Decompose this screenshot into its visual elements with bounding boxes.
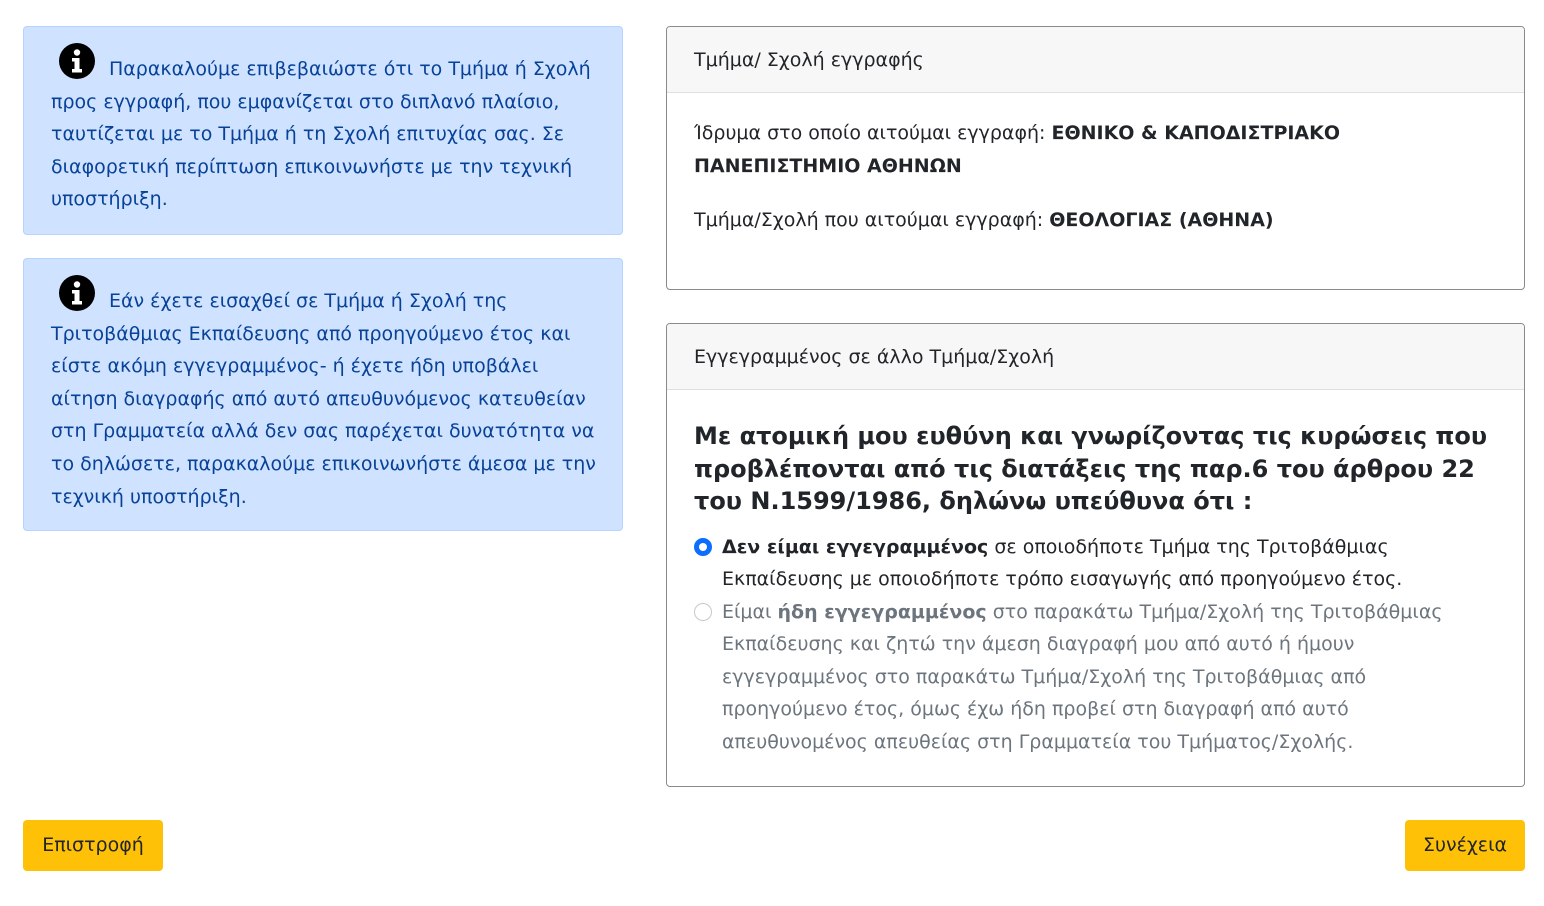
option-suffix: σε οποιοδήποτε Τμήμα της Τριτοβάθμιας Εκπαίδευσης με οποιοδήποτε τρόπο εισαγωγής από προηγούμενο έτος. xyxy=(722,535,1403,591)
department-value: ΘΕΟΛΟΓΙΑΣ (ΑΘΗΝΑ) xyxy=(1049,209,1274,231)
institution-label: Ίδρυμα στο οποίο αιτούμαι εγγραφή: xyxy=(694,122,1052,144)
radio-already-enrolled[interactable] xyxy=(694,603,712,621)
info-alert-text: Παρακαλούμε επιβεβαιώστε ότι το Τμήμα ή Σχολή προς εγγραφή, που εμφανίζεται στο διπλανό πλαίσιο, ταυτίζεται με το Τμήμα ή τη Σχολή επιτυχίας σας. Σε διαφορετική περίπτωση επικοινωνήστε με την τεχνική υποστήριξη. xyxy=(51,58,591,211)
responsibility-declaration: Με ατομική μου ευθύνη και γνωρίζοντας τις κυρώσεις που προβλέπονται από τις διατάξεις της παρ.6 του άρθρου 22 του Ν.1599/1986, δηλώνω υπεύθυνα ότι : xyxy=(694,422,1488,515)
institution-value: ΕΘΝΙΚΟ & ΚΑΠΟΔΙΣΤΡΙΑΚΟ ΠΑΝΕΠΙΣΤΗΜΙΟ ΑΘΗΝΩΝ xyxy=(694,122,1341,177)
continue-button[interactable]: Συνέχεια xyxy=(1405,820,1525,871)
option-prefix: Είμαι xyxy=(722,600,778,623)
other-enrollment-card xyxy=(666,323,1525,787)
card-body xyxy=(667,93,1524,237)
info-alert-text: Εάν έχετε εισαχθεί σε Τμήμα ή Σχολή της Τριτοβάθμιας Εκπαίδευσης από προηγούμενο έτος και είστε ακόμη εγγεγραμμένος- ή έχετε ήδη υποβάλει αίτηση διαγραφής από αυτό απευθυνόμενος κατευθείαν στη Γραμματεία αλλά δεν σας παρέχεται δυνατότητα να το δηλώσετε, παρακαλούμε επικοινωνήστε άμεσα με την τεχνική υποστήριξη. xyxy=(51,290,596,508)
registration-department-card xyxy=(666,26,1525,290)
back-button[interactable]: Επιστροφή xyxy=(23,820,163,871)
option-bold-text: ήδη εγγεγραμμένος xyxy=(777,600,987,623)
info-alert-previous-enrollment xyxy=(23,258,623,531)
card-header: Τμήμα/ Σχολή εγγραφής xyxy=(667,27,1524,93)
info-circle-icon xyxy=(59,275,95,311)
radio-not-enrolled[interactable] xyxy=(694,538,712,556)
card-body xyxy=(667,390,1524,759)
option-suffix: στο παρακάτω Τμήμα/Σχολή της Τριτοβάθμιας Εκπαίδευσης και ζητώ την άμεση διαγραφή μου από αυτό ή ήμουν εγγεγραμμένος στο παρακάτω Τμήμα/Σχολή της Τριτοβάθμιας από προηγούμενο έτος, όμως έχω ήδη προβεί στη διαγραφή από αυτό απευθυνομένος απευθείας στη Γραμματεία του Τμήματος/Σχολής. xyxy=(722,600,1443,754)
info-alert-confirm-department xyxy=(23,26,623,235)
option-not-enrolled[interactable] xyxy=(694,531,1497,596)
info-circle-icon xyxy=(59,43,95,79)
department-label: Τμήμα/Σχολή που αιτούμαι εγγραφή: xyxy=(694,209,1050,231)
department-line xyxy=(694,204,1497,237)
institution-line xyxy=(694,117,1497,183)
option-bold-text: Δεν είμαι εγγεγραμμένος xyxy=(722,535,989,558)
card-header: Εγγεγραμμένος σε άλλο Τμήμα/Σχολή xyxy=(667,324,1524,390)
option-already-enrolled[interactable] xyxy=(694,596,1497,759)
